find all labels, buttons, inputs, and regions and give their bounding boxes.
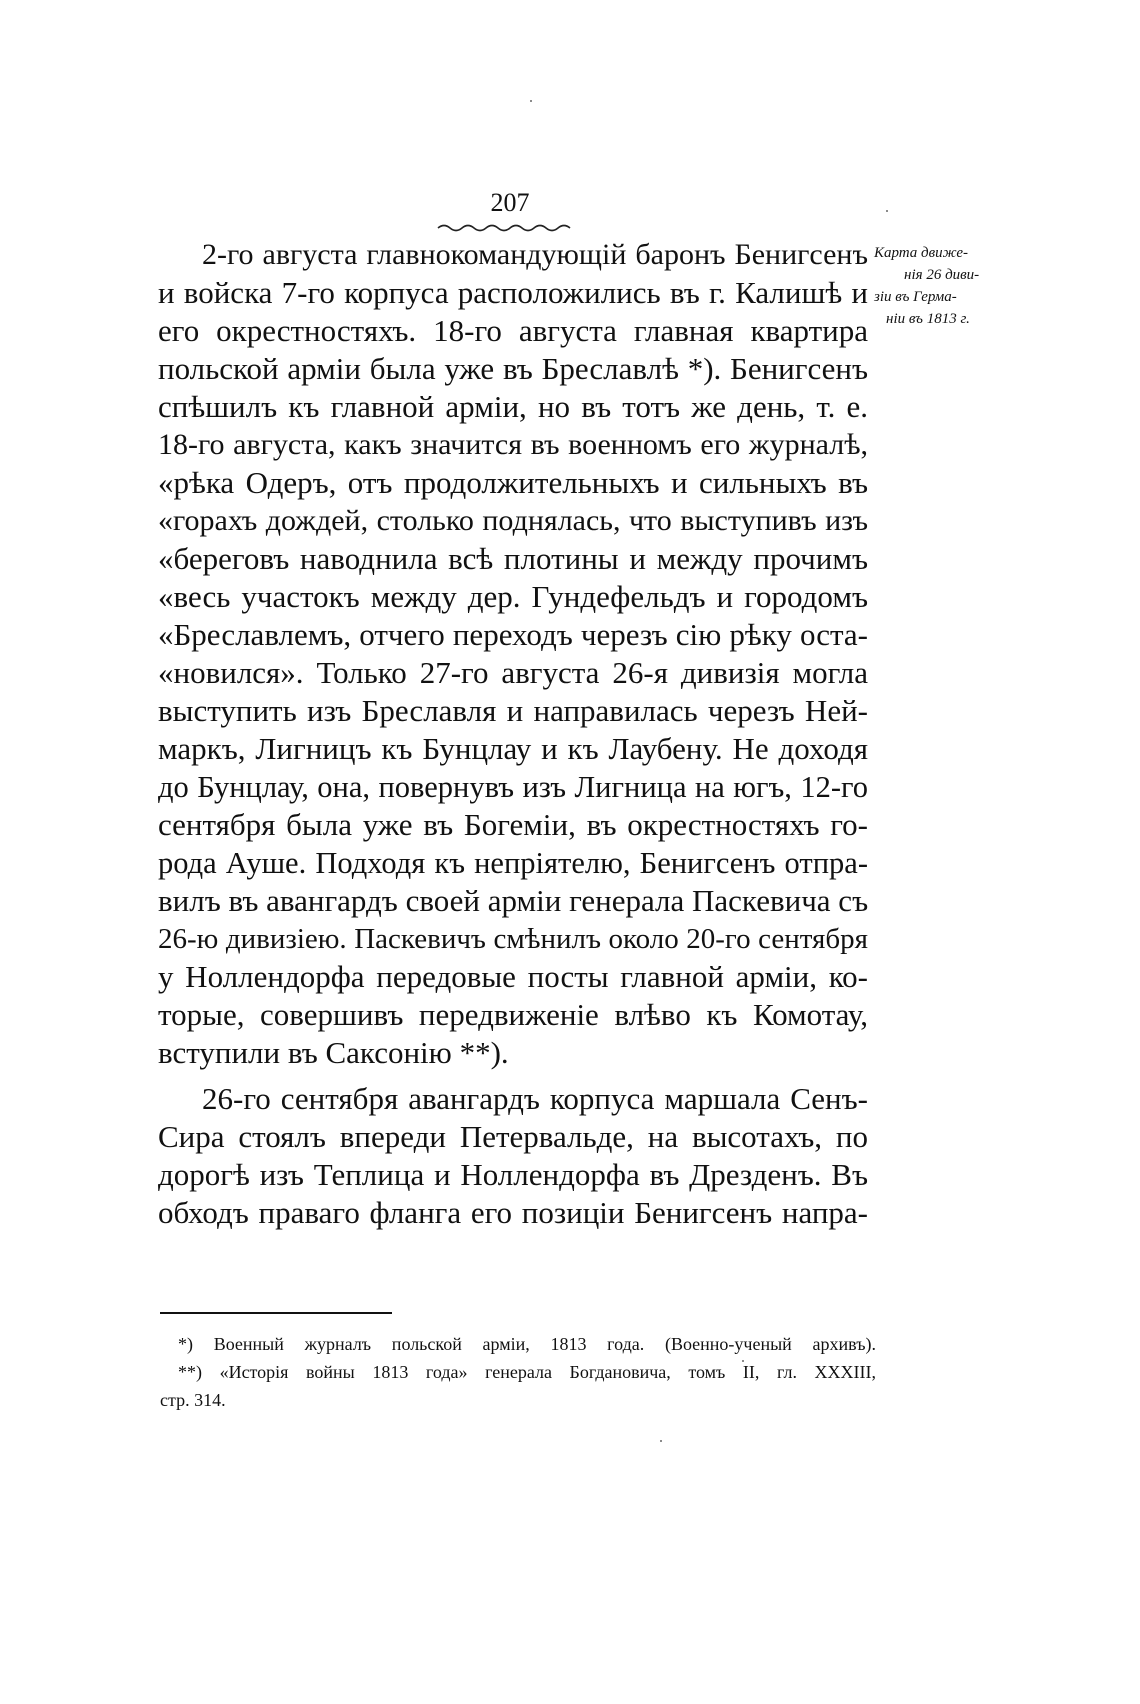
margin-note-line: ніи въ 1813 г. xyxy=(886,311,970,327)
footnote-line: *) Военный журналъ польской арміи, 1813 года. (Военно-ученый архивъ). xyxy=(178,1334,876,1354)
margin-note-line: Карта движе- xyxy=(874,245,969,261)
footnote-line: стр. 314. xyxy=(160,1390,226,1410)
text-line: торые, совершивъ передвиженіе влѣво къ Комотау, xyxy=(158,997,868,1032)
text-line: польской арміи была уже въ Бреславлѣ *). Бенигсенъ xyxy=(158,351,868,386)
text-line: 18-го августа, какъ значится въ военномъ его журналѣ, xyxy=(158,428,868,461)
text-line: рода Ауше. Подходя къ непріятелю, Бенигсенъ отпра- xyxy=(158,846,868,880)
text-line: у Ноллендорфа передовые посты главной арміи, ко- xyxy=(158,959,868,994)
text-line: выступить изъ Бреславля и направилась черезъ Ней- xyxy=(158,693,868,728)
text-line: спѣшилъ къ главной арміи, но въ тотъ же день, т. е. xyxy=(158,389,868,424)
text-line: 26-го сентября авангардъ корпуса маршала Сенъ- xyxy=(202,1081,868,1116)
footnote-rule xyxy=(160,1312,392,1314)
text-line: «Бреславлемъ, отчего переходъ черезъ сію рѣку оста- xyxy=(158,617,868,652)
text-line: его окрестностяхъ. 18-го августа главная квартира xyxy=(158,313,868,348)
text-line: вступили въ Саксонію **). xyxy=(158,1035,509,1070)
page-number: 207 xyxy=(490,188,530,217)
margin-note-line: нія 26 диви- xyxy=(904,267,980,283)
text-line: обходъ праваго фланга его позиціи Бенигсенъ напра- xyxy=(158,1195,868,1230)
text-line: «рѣка Одеръ, отъ продолжительныхъ и сильныхъ въ xyxy=(158,465,868,500)
text-line: «горахъ дождей, столько поднялась, что выступивъ изъ xyxy=(158,504,868,537)
text-line: дорогѣ изъ Теплица и Ноллендорфа въ Дрезденъ. Въ xyxy=(158,1157,868,1192)
scan-speck xyxy=(886,210,888,212)
text-line: «береговъ наводнила всѣ плотины и между прочимъ xyxy=(158,541,868,576)
text-line: маркъ, Лигницъ къ Бунцлау и къ Лаубену. Не доходя xyxy=(158,731,868,766)
text-line: Сира стоялъ впереди Петервальде, на высотахъ, по xyxy=(158,1119,868,1154)
text-line: 26-ю дивизіею. Паскевичъ смѣнилъ около 20-го сентября xyxy=(158,923,868,955)
text-line: сентября была уже въ Богеміи, въ окрестностяхъ го- xyxy=(158,807,868,842)
text-line: «весь участокъ между дер. Гундефельдъ и городомъ xyxy=(158,579,868,614)
text-line: «новился». Только 27-го августа 26-я дивизія могла xyxy=(158,655,868,690)
margin-note-line: зіи въ Герма- xyxy=(874,289,957,305)
ornament-divider-icon xyxy=(436,223,576,233)
scan-speck xyxy=(660,1440,662,1442)
footnote-line: **) «Исторія войны 1813 года» генерала Богдановича, томъ II, гл. XXXIII, xyxy=(178,1362,876,1382)
text-line: и войска 7-го корпуса расположились въ г. Калишѣ и xyxy=(158,275,868,310)
text-line: 2-го августа главнокомандующій баронъ Бенигсенъ xyxy=(202,238,868,271)
scan-speck xyxy=(530,100,532,102)
text-line: вилъ въ авангардъ своей арміи генерала Паскевича съ xyxy=(158,883,869,918)
text-line: до Бунцлау, она, повернувъ изъ Лигница на югъ, 12-го xyxy=(158,770,868,804)
